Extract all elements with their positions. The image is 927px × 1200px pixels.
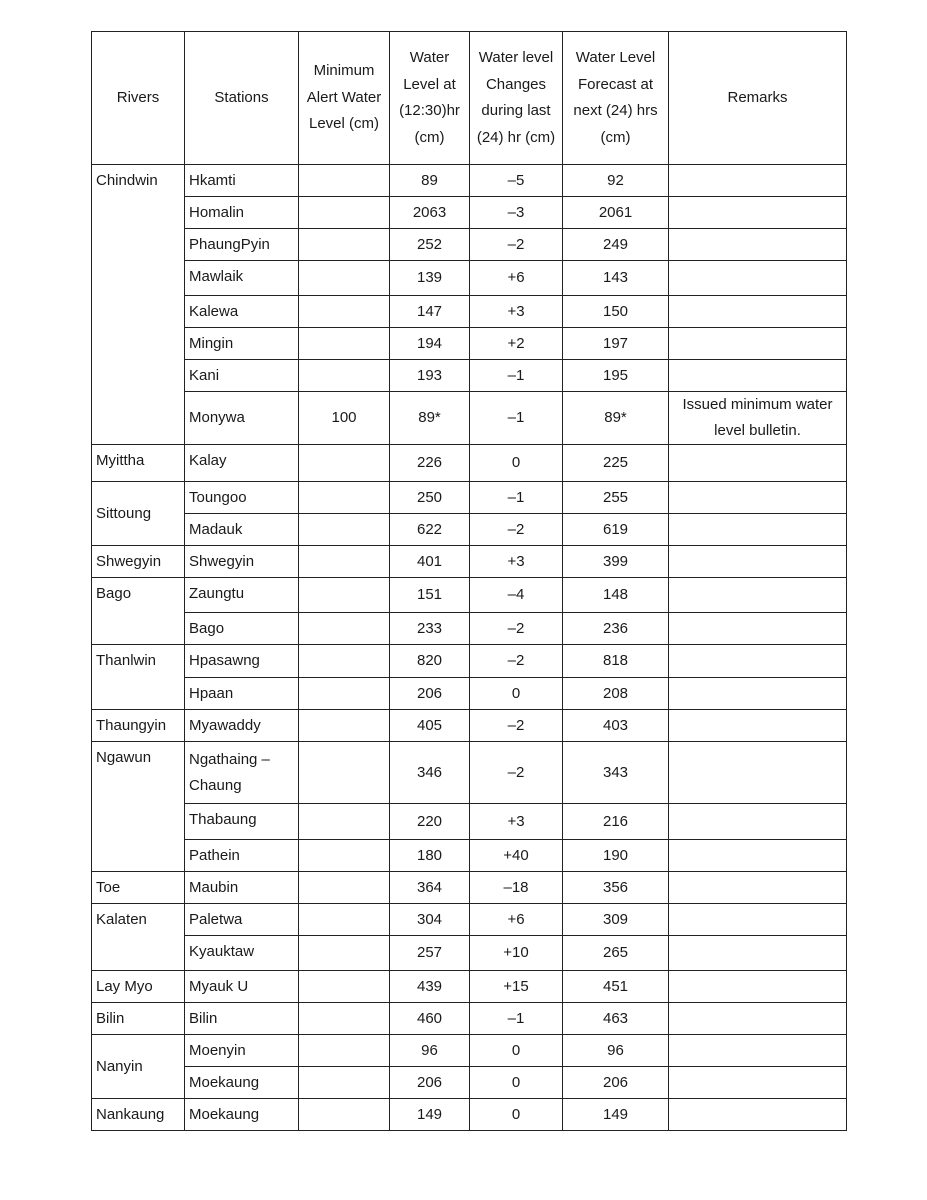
station-cell: Toungoo	[185, 482, 299, 514]
min-alert-cell	[299, 1099, 390, 1131]
min-alert-cell	[299, 514, 390, 546]
water-level-cell: 226	[390, 445, 470, 482]
change-cell: –2	[470, 645, 563, 678]
change-cell: 0	[470, 445, 563, 482]
header-rivers: Rivers	[92, 32, 185, 165]
station-cell: Kani	[185, 360, 299, 392]
remarks-cell	[669, 445, 847, 482]
change-cell: 0	[470, 678, 563, 710]
table-row	[92, 645, 847, 678]
water-level-cell: 180	[390, 840, 470, 872]
change-cell: +10	[470, 936, 563, 971]
remarks-cell	[669, 872, 847, 904]
station-cell: PhaungPyin	[185, 229, 299, 261]
table-row	[92, 936, 847, 971]
remarks-cell	[669, 971, 847, 1003]
forecast-cell: 208	[563, 678, 669, 710]
remarks-cell	[669, 197, 847, 229]
river-cell: Toe	[92, 872, 185, 904]
table-row	[92, 296, 847, 328]
remarks-cell	[669, 1099, 847, 1131]
water-level-cell: 89	[390, 165, 470, 197]
station-cell: Zaungtu	[185, 578, 299, 613]
station-cell: Kalay	[185, 445, 299, 482]
min-alert-cell	[299, 872, 390, 904]
table-row	[92, 840, 847, 872]
station-cell: Maubin	[185, 872, 299, 904]
forecast-cell: 96	[563, 1035, 669, 1067]
change-cell: –1	[470, 1003, 563, 1035]
remarks-cell	[669, 261, 847, 296]
river-cell: Bilin	[92, 1003, 185, 1035]
water-level-cell: 194	[390, 328, 470, 360]
table-row	[92, 445, 847, 482]
min-alert-cell	[299, 971, 390, 1003]
change-cell: +15	[470, 971, 563, 1003]
table-row	[92, 578, 847, 613]
forecast-cell: 343	[563, 742, 669, 804]
forecast-cell: 195	[563, 360, 669, 392]
station-cell: Ngathaing – Chaung	[185, 742, 299, 804]
river-cell: Chindwin	[92, 165, 185, 445]
remarks-cell	[669, 613, 847, 645]
change-cell: –5	[470, 165, 563, 197]
remarks-cell	[669, 514, 847, 546]
forecast-cell: 92	[563, 165, 669, 197]
water-level-cell: 193	[390, 360, 470, 392]
water-level-table	[91, 31, 847, 1131]
forecast-cell: 197	[563, 328, 669, 360]
forecast-cell: 143	[563, 261, 669, 296]
min-alert-cell	[299, 360, 390, 392]
river-cell: Shwegyin	[92, 546, 185, 578]
forecast-cell: 399	[563, 546, 669, 578]
station-cell: Monywa	[185, 392, 299, 445]
water-level-cell: 151	[390, 578, 470, 613]
water-level-cell: 220	[390, 804, 470, 840]
remarks-cell: Issued minimum water level bulletin.	[669, 392, 847, 445]
change-cell: 0	[470, 1099, 563, 1131]
change-cell: –1	[470, 360, 563, 392]
forecast-cell: 148	[563, 578, 669, 613]
water-level-cell: 304	[390, 904, 470, 936]
water-level-cell: 206	[390, 1067, 470, 1099]
change-cell: +6	[470, 904, 563, 936]
forecast-cell: 190	[563, 840, 669, 872]
station-cell: Hpasawng	[185, 645, 299, 678]
station-cell: Madauk	[185, 514, 299, 546]
station-cell: Pathein	[185, 840, 299, 872]
water-level-cell: 147	[390, 296, 470, 328]
change-cell: –1	[470, 392, 563, 445]
water-level-cell: 439	[390, 971, 470, 1003]
change-cell: –2	[470, 229, 563, 261]
min-alert-cell	[299, 546, 390, 578]
table-row	[92, 872, 847, 904]
river-cell: Kalaten	[92, 904, 185, 971]
min-alert-cell	[299, 261, 390, 296]
station-cell: Moekaung	[185, 1099, 299, 1131]
forecast-cell: 451	[563, 971, 669, 1003]
min-alert-cell	[299, 482, 390, 514]
min-alert-cell	[299, 678, 390, 710]
remarks-cell	[669, 165, 847, 197]
forecast-cell: 89*	[563, 392, 669, 445]
station-cell: Myauk U	[185, 971, 299, 1003]
table-body	[92, 165, 847, 1131]
station-cell: Myawaddy	[185, 710, 299, 742]
station-cell: Thabaung	[185, 804, 299, 840]
table-row	[92, 229, 847, 261]
table-row	[92, 261, 847, 296]
water-level-cell: 139	[390, 261, 470, 296]
change-cell: –2	[470, 514, 563, 546]
change-cell: +3	[470, 804, 563, 840]
water-level-cell: 622	[390, 514, 470, 546]
river-cell: Bago	[92, 578, 185, 645]
table-row	[92, 482, 847, 514]
station-cell: Bago	[185, 613, 299, 645]
forecast-cell: 463	[563, 1003, 669, 1035]
remarks-cell	[669, 645, 847, 678]
change-cell: 0	[470, 1035, 563, 1067]
header-remarks: Remarks	[669, 32, 847, 165]
min-alert-cell	[299, 1067, 390, 1099]
remarks-cell	[669, 360, 847, 392]
forecast-cell: 249	[563, 229, 669, 261]
change-cell: +2	[470, 328, 563, 360]
forecast-cell: 255	[563, 482, 669, 514]
min-alert-cell	[299, 742, 390, 804]
forecast-cell: 309	[563, 904, 669, 936]
station-cell: Homalin	[185, 197, 299, 229]
water-level-cell: 149	[390, 1099, 470, 1131]
header-row	[92, 32, 847, 165]
water-level-cell: 206	[390, 678, 470, 710]
remarks-cell	[669, 804, 847, 840]
header-change: Water level Changes during last (24) hr (cm)	[470, 32, 563, 165]
table-row	[92, 1003, 847, 1035]
forecast-cell: 225	[563, 445, 669, 482]
station-cell: Mingin	[185, 328, 299, 360]
water-level-cell: 252	[390, 229, 470, 261]
table-row	[92, 546, 847, 578]
remarks-cell	[669, 328, 847, 360]
min-alert-cell	[299, 613, 390, 645]
station-cell: Mawlaik	[185, 261, 299, 296]
forecast-cell: 619	[563, 514, 669, 546]
table-row	[92, 742, 847, 804]
station-cell: Moenyin	[185, 1035, 299, 1067]
forecast-cell: 150	[563, 296, 669, 328]
table-row	[92, 678, 847, 710]
change-cell: –18	[470, 872, 563, 904]
table-row	[92, 1067, 847, 1099]
river-cell: Thanlwin	[92, 645, 185, 710]
remarks-cell	[669, 578, 847, 613]
min-alert-cell	[299, 710, 390, 742]
change-cell: 0	[470, 1067, 563, 1099]
water-level-cell: 401	[390, 546, 470, 578]
min-alert-cell	[299, 804, 390, 840]
table-row	[92, 804, 847, 840]
min-alert-cell	[299, 328, 390, 360]
remarks-cell	[669, 678, 847, 710]
min-alert-cell	[299, 578, 390, 613]
water-level-cell: 364	[390, 872, 470, 904]
table-row	[92, 197, 847, 229]
header-water-level: Water Level at (12:30)hr (cm)	[390, 32, 470, 165]
table-row	[92, 392, 847, 445]
table-row	[92, 514, 847, 546]
river-cell: Nanyin	[92, 1035, 185, 1099]
station-cell: Moekaung	[185, 1067, 299, 1099]
min-alert-cell	[299, 229, 390, 261]
river-cell: Ngawun	[92, 742, 185, 872]
remarks-cell	[669, 1035, 847, 1067]
remarks-cell	[669, 710, 847, 742]
table-row	[92, 710, 847, 742]
water-level-cell: 96	[390, 1035, 470, 1067]
header-forecast: Water Level Forecast at next (24) hrs (cm)	[563, 32, 669, 165]
min-alert-cell	[299, 197, 390, 229]
river-cell: Lay Myo	[92, 971, 185, 1003]
remarks-cell	[669, 296, 847, 328]
remarks-cell	[669, 904, 847, 936]
table-row	[92, 904, 847, 936]
forecast-cell: 818	[563, 645, 669, 678]
water-level-cell: 2063	[390, 197, 470, 229]
station-cell: Hkamti	[185, 165, 299, 197]
river-cell: Nankaung	[92, 1099, 185, 1131]
river-cell: Thaungyin	[92, 710, 185, 742]
remarks-cell	[669, 936, 847, 971]
table-row	[92, 971, 847, 1003]
table-row	[92, 1035, 847, 1067]
min-alert-cell	[299, 904, 390, 936]
water-level-cell: 257	[390, 936, 470, 971]
change-cell: +3	[470, 296, 563, 328]
water-level-cell: 250	[390, 482, 470, 514]
river-cell: Myittha	[92, 445, 185, 482]
change-cell: –2	[470, 613, 563, 645]
forecast-cell: 216	[563, 804, 669, 840]
forecast-cell: 236	[563, 613, 669, 645]
min-alert-cell	[299, 1035, 390, 1067]
min-alert-cell	[299, 296, 390, 328]
forecast-cell: 2061	[563, 197, 669, 229]
change-cell: +3	[470, 546, 563, 578]
remarks-cell	[669, 482, 847, 514]
table-row	[92, 165, 847, 197]
water-level-cell: 346	[390, 742, 470, 804]
change-cell: –2	[470, 742, 563, 804]
remarks-cell	[669, 546, 847, 578]
water-level-cell: 89*	[390, 392, 470, 445]
river-cell: Sittoung	[92, 482, 185, 546]
change-cell: –2	[470, 710, 563, 742]
change-cell: –3	[470, 197, 563, 229]
remarks-cell	[669, 742, 847, 804]
min-alert-cell	[299, 645, 390, 678]
min-alert-cell	[299, 165, 390, 197]
min-alert-cell	[299, 445, 390, 482]
change-cell: –1	[470, 482, 563, 514]
min-alert-cell	[299, 1003, 390, 1035]
station-cell: Kalewa	[185, 296, 299, 328]
change-cell: –4	[470, 578, 563, 613]
water-level-cell: 233	[390, 613, 470, 645]
forecast-cell: 403	[563, 710, 669, 742]
table-row	[92, 1099, 847, 1131]
table-row	[92, 328, 847, 360]
water-level-cell: 405	[390, 710, 470, 742]
min-alert-cell: 100	[299, 392, 390, 445]
remarks-cell	[669, 1067, 847, 1099]
remarks-cell	[669, 840, 847, 872]
min-alert-cell	[299, 936, 390, 971]
station-cell: Bilin	[185, 1003, 299, 1035]
forecast-cell: 356	[563, 872, 669, 904]
change-cell: +40	[470, 840, 563, 872]
min-alert-cell	[299, 840, 390, 872]
header-min-alert: Minimum Alert Water Level (cm)	[299, 32, 390, 165]
remarks-cell	[669, 1003, 847, 1035]
forecast-cell: 149	[563, 1099, 669, 1131]
forecast-cell: 206	[563, 1067, 669, 1099]
change-cell: +6	[470, 261, 563, 296]
water-level-cell: 820	[390, 645, 470, 678]
station-cell: Shwegyin	[185, 546, 299, 578]
station-cell: Paletwa	[185, 904, 299, 936]
station-cell: Hpaan	[185, 678, 299, 710]
table-row	[92, 360, 847, 392]
header-stations: Stations	[185, 32, 299, 165]
forecast-cell: 265	[563, 936, 669, 971]
water-level-cell: 460	[390, 1003, 470, 1035]
table-row	[92, 613, 847, 645]
station-cell: Kyauktaw	[185, 936, 299, 971]
remarks-cell	[669, 229, 847, 261]
